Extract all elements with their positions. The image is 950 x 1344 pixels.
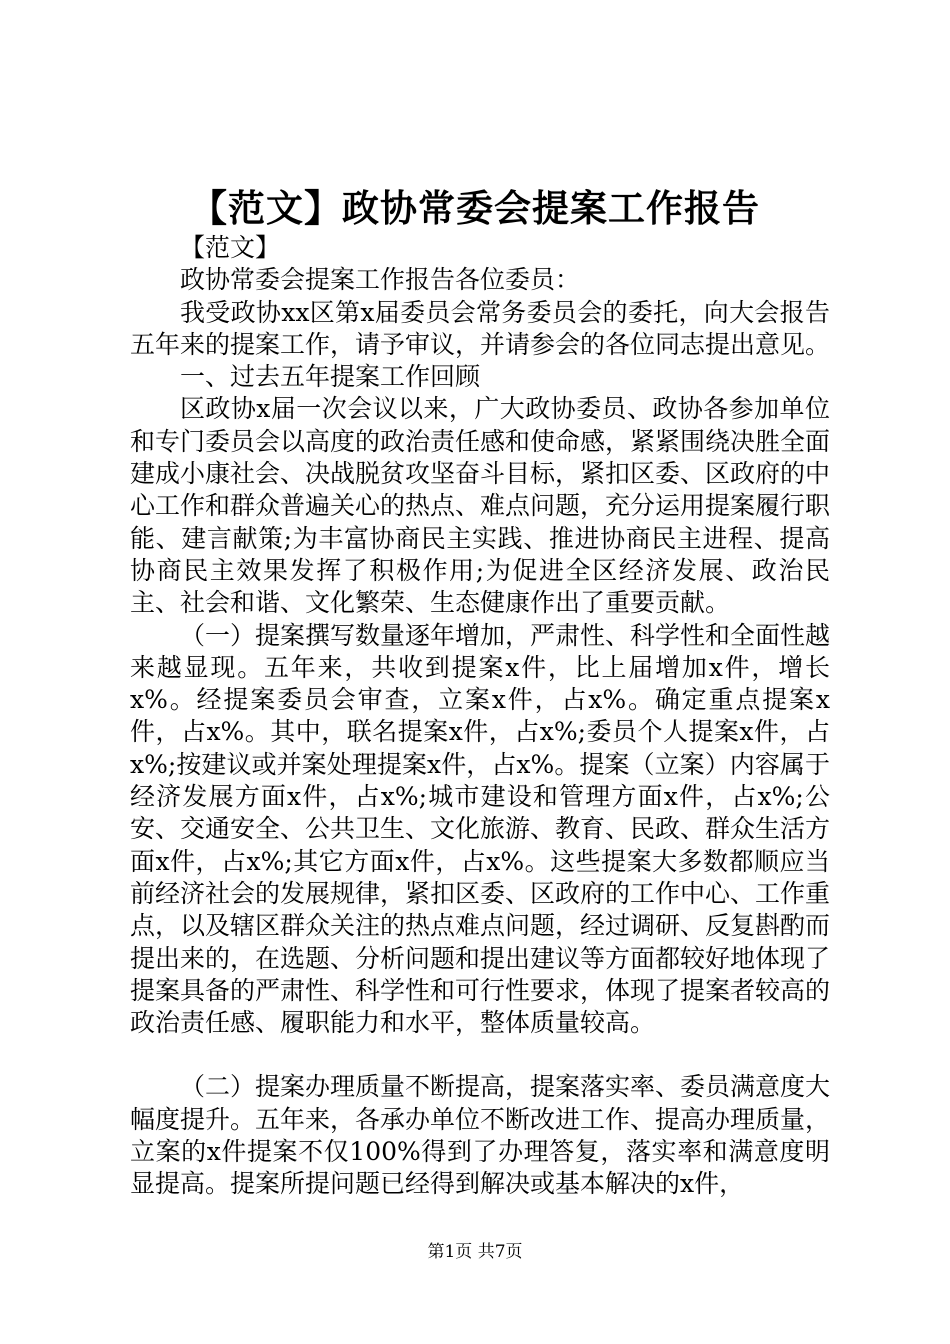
- paragraph-point-two: （二）提案办理质量不断提高，提案落实率、委员满意度大幅度提升。五年来，各承办单位不断改进工作、提高办理质量，立案的x件提案不仅100%得到了办理答复，落实率和满意度明显提高。提案所提问题已经得到解决或基本解决的x件，: [130, 1072, 831, 1199]
- document-body: [130, 232, 830, 1201]
- document-title: 【范文】政协常委会提案工作报告: [190, 186, 760, 230]
- section-heading: 一、过去五年提案工作回顾: [180, 362, 481, 392]
- paragraph-point-one: （一）提案撰写数量逐年增加，严肃性、科学性和全面性越来越显现。五年来，共收到提案x件，比上届增加x件，增长x%。经提案委员会审查，立案x件，占x%。确定重点提案x件，占x%。其中，联名提案x件，占x%;委员个人提案x件，占x%;按建议或并案处理提案x件，占x%。提案（立案）内容属于经济发展方面x件，占x%;城市建设和管理方面x件，占x%;公安、交通安全、公共卫生、文化旅游、教育、民政、群众生活方面x件，占x%;其它方面x件，占x%。这些提案大多数都顺应当前经济社会的发展规律，紧扣区委、区政府的工作中心、工作重点，以及辖区群众关注的热点难点问题，经过调研、反复斟酌而提出来的，在选题、分析问题和提出建议等方面都较好地体现了提案具备的严肃性、科学性和可行性要求，体现了提案者较高的政治责任感、履职能力和水平，整体质量较高。: [130, 620, 831, 1038]
- paragraph-label: 【范文】: [180, 233, 281, 262]
- paragraph-review: 区政协x届一次会议以来，广大政协委员、政协各参加单位和专门委员会以高度的政治责任感和使命感，紧紧围绕决胜全面建成小康社会、决战脱贫攻坚奋斗目标，紧扣区委、区政府的中心工作和群众普遍关心的热点、难点问题，充分运用提案履行职能、建言献策;为丰富协商民主实践、推进协商民主进程、提高协商民主效果发挥了积极作用;为促进全区经济发展、政治民主、社会和谐、文化繁荣、生态健康作出了重要贡献。: [130, 394, 831, 618]
- paragraph-salutation: 政协常委会提案工作报告各位委员：: [180, 265, 581, 295]
- page-number: 第1页 共7页: [427, 1242, 523, 1262]
- paragraph-intro: 我受政协xx区第x届委员会常务委员会的委托，向大会报告五年来的提案工作，请予审议，并请参会的各位同志提出意见。: [130, 297, 831, 359]
